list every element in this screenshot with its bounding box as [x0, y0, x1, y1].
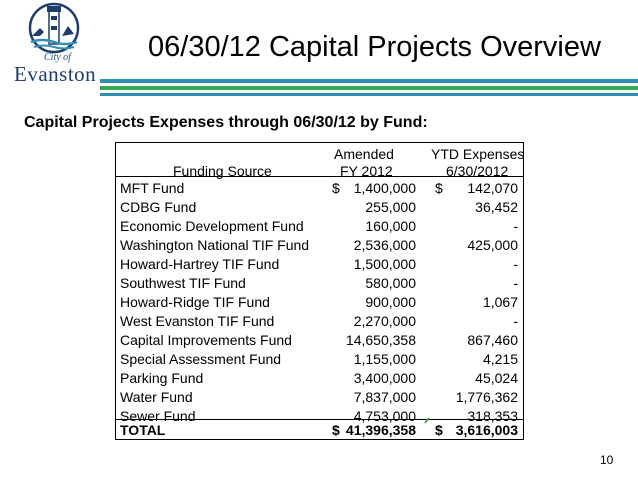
green-tick-mark: [424, 417, 430, 424]
fund-name-cell: Water Fund: [120, 389, 193, 405]
header-funding-source: Funding Source: [173, 163, 272, 179]
fund-name-cell: Sewer Fund: [120, 408, 196, 424]
fund-name-cell: Southwest TIF Fund: [120, 275, 246, 291]
table-row: [116, 217, 523, 236]
total-amended-dollar: $: [332, 422, 340, 438]
divider-stripe-blue-thin: [100, 93, 638, 96]
header-ytd-expenses: YTD Expenses: [431, 146, 525, 162]
table-row: [116, 236, 523, 255]
amended-amount-cell: 580,000: [365, 275, 416, 291]
amended-amount-cell: 1,400,000: [353, 180, 416, 196]
fund-name-cell: CDBG Fund: [120, 199, 197, 215]
table-row: [116, 274, 523, 293]
total-rule: [116, 419, 523, 420]
table-row: [116, 198, 523, 217]
ytd-amount-cell: 45,024: [475, 370, 518, 386]
ytd-amount-cell: 1,776,362: [455, 389, 518, 405]
total-ytd-dollar: $: [435, 422, 443, 438]
total-ytd: 3,616,003: [455, 422, 518, 438]
ytd-amount-cell: 4,215: [482, 351, 518, 367]
logo-city-of-text: City of: [44, 52, 71, 63]
slide-subtitle: Capital Projects Expenses through 06/30/12 by Fund:: [24, 114, 428, 131]
fund-name-cell: Howard-Ridge TIF Fund: [120, 294, 270, 310]
capital-projects-table: [115, 142, 524, 440]
total-label: TOTAL: [120, 422, 166, 438]
table-row: [116, 388, 523, 407]
amended-amount-cell: 1,155,000: [353, 351, 416, 367]
logo-city-name: Evanston: [14, 62, 97, 86]
amended-amount-cell: 14,650,358: [345, 332, 416, 348]
table-row: [116, 312, 523, 331]
fund-name-cell: West Evanston TIF Fund: [120, 313, 275, 329]
amended-amount-cell: 1,500,000: [353, 256, 416, 272]
total-amended: 41,396,358: [345, 422, 416, 438]
divider-stripe-green: [100, 86, 638, 90]
table-row: [116, 179, 523, 198]
amended-amount-cell: 3,400,000: [353, 370, 416, 386]
ytd-amount-cell: 36,452: [475, 199, 518, 215]
title-divider: [100, 79, 638, 99]
amended-amount-cell: 2,270,000: [353, 313, 416, 329]
slide-title: 06/30/12 Capital Projects Overview: [148, 31, 601, 63]
lighthouse-icon: [18, 2, 90, 54]
fund-name-cell: Parking Fund: [120, 370, 204, 386]
table-row: [116, 369, 523, 388]
amended-amount-cell: 255,000: [365, 199, 416, 215]
ytd-amount-cell: 867,460: [467, 332, 518, 348]
header-amended: Amended: [334, 146, 394, 162]
amended-dollar-cell: $: [332, 180, 340, 196]
ytd-amount-cell: -: [513, 275, 518, 291]
table-total-row: [116, 421, 523, 440]
table-row: [116, 350, 523, 369]
ytd-amount-cell: 318,353: [467, 408, 518, 424]
fund-name-cell: Special Assessment Fund: [120, 351, 282, 367]
amended-amount-cell: 7,837,000: [353, 389, 416, 405]
fund-name-cell: Washington National TIF Fund: [120, 237, 310, 253]
amended-amount-cell: 4,753,000: [353, 408, 416, 424]
fund-name-cell: MFT Fund: [120, 180, 185, 196]
ytd-amount-cell: 1,067: [482, 294, 518, 310]
ytd-dollar-cell: $: [435, 180, 443, 196]
page-number: 10: [600, 453, 614, 467]
amended-amount-cell: 900,000: [365, 294, 416, 310]
fund-name-cell: Capital Improvements Fund: [120, 332, 292, 348]
ytd-amount-cell: 425,000: [467, 237, 518, 253]
header-ytd-date: 6/30/2012: [446, 163, 509, 179]
table-row: [116, 331, 523, 350]
city-logo: [4, 2, 100, 92]
ytd-amount-cell: -: [513, 313, 518, 329]
table-row: [116, 255, 523, 274]
ytd-amount-cell: 142,070: [467, 180, 518, 196]
amended-amount-cell: 160,000: [365, 218, 416, 234]
ytd-amount-cell: -: [513, 218, 518, 234]
fund-name-cell: Howard-Hartrey TIF Fund: [120, 256, 280, 272]
amended-amount-cell: 2,536,000: [353, 237, 416, 253]
fund-name-cell: Economic Development Fund: [120, 218, 304, 234]
header-fy2012: FY 2012: [340, 163, 393, 179]
ytd-amount-cell: -: [513, 256, 518, 272]
divider-stripe-blue: [100, 79, 638, 83]
header-rule: [116, 176, 523, 177]
table-row: [116, 293, 523, 312]
